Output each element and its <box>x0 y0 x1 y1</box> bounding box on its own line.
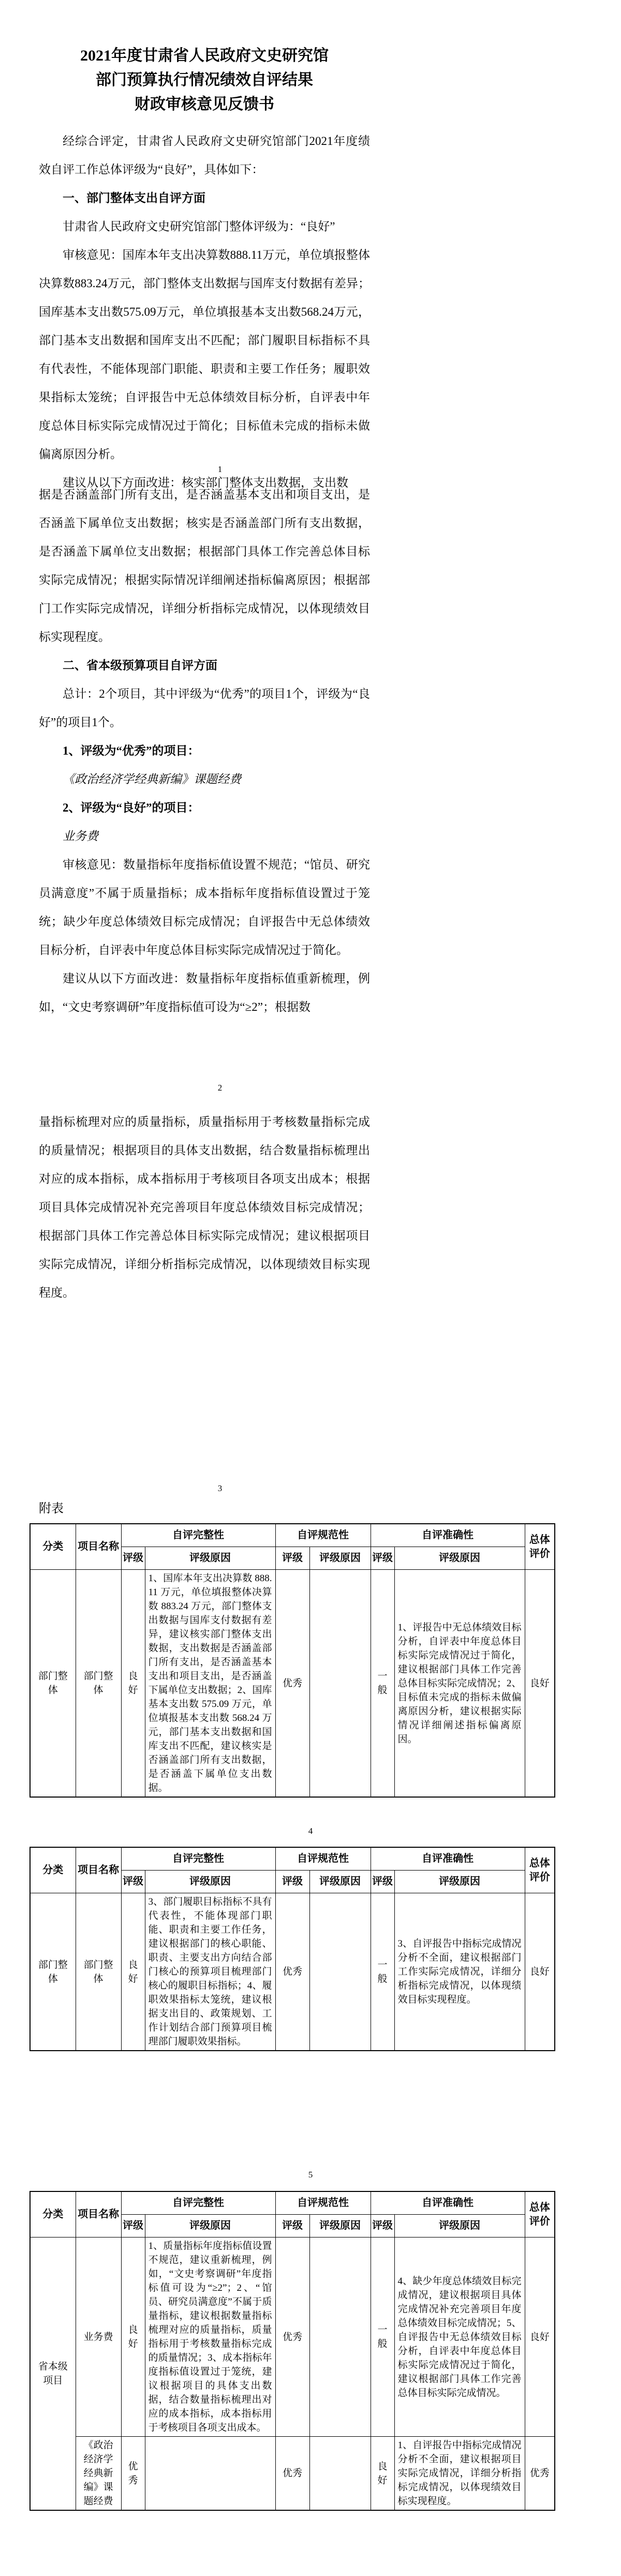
cell-standardization-rating: 优秀 <box>275 1893 309 2051</box>
review-table-2 <box>29 1847 555 2051</box>
page-number-5: 5 <box>308 2170 313 2180</box>
cell-accuracy-reason: 4、缺少年度总体绩效目标完成情况，建议根据项目具体完成情况补充完善项目年度总体绩效目标完成情况；5、自评报告中无总体绩效目标分析，自评表中年度总体目标实际完成情况过于简化，建议根据部门具体工作完善总体目标实际完成情况。 <box>394 2238 525 2437</box>
cell-standardization-rating: 优秀 <box>275 1570 309 1798</box>
cell-standardization-rating: 优秀 <box>275 2437 309 2511</box>
page-number-4: 4 <box>308 1826 313 1836</box>
subheader-completeness-rating: 评级 <box>121 2215 145 2238</box>
group-header-completeness: 自评完整性 <box>121 1847 275 1871</box>
subheader-accuracy-reason: 评级原因 <box>394 1547 525 1570</box>
title-line-1: 2021年度甘肃省人民政府文史研究馆 <box>80 47 329 64</box>
group-header-standardization: 自评规范性 <box>275 2191 371 2215</box>
cell-standardization-rating: 优秀 <box>275 2238 309 2437</box>
paragraph-project-suggestion-continued: 量指标梳理对应的质量指标，质量指标用于考核数量指标完成的质量情况；根据项目的具体支出数据，结合数量指标梳理出对应的成本指标，成本指标用于考核项目各项支出成本；根据项目具体完成情况补充完善项目年度总体绩效目标完成情况；根据部门具体工作完善总体目标实际完成情况；建议根据项目实际完成情况，详细分析指标完成情况，以体现绩效目标实现程度。 <box>39 1115 370 1299</box>
subheader-standardization-rating: 评级 <box>275 1547 309 1570</box>
cell-accuracy-rating: 一般 <box>371 2238 394 2437</box>
cell-overall-rating: 优秀 <box>525 2437 555 2511</box>
cell-standardization-reason <box>309 2437 371 2511</box>
cell-overall-rating: 良好 <box>525 1893 555 2051</box>
subheading-good-project: 2、评级为“良好”的项目： <box>63 801 200 814</box>
paragraph-project-total: 总计：2个项目，其中评级为“优秀”的项目1个，评级为“良好”的项目1个。 <box>39 687 370 729</box>
cell-completeness-rating: 良好 <box>121 2238 145 2437</box>
cell-completeness-rating: 优秀 <box>121 2437 145 2511</box>
subheader-accuracy-reason: 评级原因 <box>394 1871 525 1893</box>
cell-category: 省本级项目 <box>30 2238 76 2511</box>
cell-accuracy-reason: 1、自评报告中指标完成情况分析不全面，建议根据项目实际完成情况，详细分析指标完成情况，以体现绩效目标实现程度。 <box>394 2437 525 2511</box>
subheader-completeness-reason: 评级原因 <box>145 1547 275 1570</box>
title-line-3: 财政审核意见反馈书 <box>135 96 274 113</box>
col-header-overall: 总体评价 <box>525 1847 555 1893</box>
col-header-project: 项目名称 <box>76 1847 121 1893</box>
table-row <box>30 1570 555 1798</box>
subheader-completeness-rating: 评级 <box>121 1547 145 1570</box>
group-header-accuracy: 自评准确性 <box>371 1847 525 1871</box>
paragraph-suggestion-start: 建议从以下方面改进：核实部门整体支出数据，支出数 <box>63 476 348 489</box>
page-2-text <box>39 480 370 1021</box>
col-header-overall: 总体评价 <box>525 2191 555 2238</box>
subheader-accuracy-reason: 评级原因 <box>394 2215 525 2238</box>
cell-accuracy-rating: 一般 <box>371 1893 394 2051</box>
table-row <box>30 1893 555 2051</box>
table-row <box>30 2238 555 2437</box>
cell-overall-rating: 良好 <box>525 2238 555 2437</box>
group-header-standardization: 自评规范性 <box>275 1847 371 1871</box>
paragraph-suggestion-continued: 据是否涵盖部门所有支出，是否涵盖基本支出和项目支出，是否涵盖下属单位支出数据；核实是否涵盖部门所有支出数据，是否涵盖下属单位支出数据；根据部门具体工作完善总体目标实际完成情况；根据实际情况详细阐述指标偏离原因；根据部门工作实际完成情况，详细分析指标完成情况，以体现绩效目标实现程度。 <box>39 488 370 643</box>
cell-accuracy-reason: 3、自评报告中指标完成情况分析不全面，建议根据部门工作实际完成情况，详细分析指标完成情况，以体现绩效目标实现程度。 <box>394 1893 525 2051</box>
subheader-accuracy-rating: 评级 <box>371 2215 394 2238</box>
subheader-completeness-rating: 评级 <box>121 1871 145 1893</box>
cell-overall-rating: 良好 <box>525 1570 555 1798</box>
cell-completeness-reason: 1、质量指标年度指标值设置不规范，建议重新梳理，例如，“文史考察调研”年度指标值可设为“≥2”；2、“馆员、研究员满意度”不属于质量指标，建议根据数量指标梳理对应的质量指标，质量指标用于考核数量指标完成的质量情况；3、成本指标年度指标值设置过于笼统，建议根据项目的具体支出数据，结合数量指标梳理出对应的成本指标，成本指标用于考核项目各项支出成本。 <box>145 2238 275 2437</box>
cell-standardization-reason <box>309 2238 371 2437</box>
cell-project: 业务费 <box>76 2238 121 2437</box>
col-header-category: 分类 <box>30 2191 76 2238</box>
group-header-completeness: 自评完整性 <box>121 1524 275 1547</box>
cell-completeness-reason: 1、国库本年支出决算数 888.11 万元，单位填报整体决算数 883.24 万元，部门整体支出数据与国库支付数据有差异，建议核实部门整体支出数据，支出数据是否涵盖部门所有支出，是否涵盖基本支出和项目支出，是否涵盖下属单位支出数据；2、国库基本支出数 575.09 万元，单位填报基本支出数 568.24 万元，部门基本支出数据和国库支出不匹配，建议核实是否涵盖部门所有支出数据，是否涵盖下属单位支出数据。 <box>145 1570 275 1798</box>
page-number-2: 2 <box>217 1083 223 1093</box>
document-title <box>39 43 370 116</box>
table-row <box>30 2437 555 2511</box>
attachment-label: 附表 <box>39 1502 64 1515</box>
cell-project: 部门整体 <box>76 1570 121 1798</box>
cell-accuracy-reason: 1、评报告中无总体绩效目标分析，自评表中年度总体目标实际完成情况过于简化，建议根据部门具体工作完善总体目标实际完成情况；2、目标值未完成的指标未做偏离原因分析，建议根据实际情况详细阐述指标偏离原因。 <box>394 1570 525 1798</box>
col-header-overall: 总体评价 <box>525 1524 555 1570</box>
page-number-3: 3 <box>217 1483 223 1493</box>
cell-category: 部门整体 <box>30 1570 76 1798</box>
cell-completeness-rating: 良好 <box>121 1570 145 1798</box>
paragraph-summary: 经综合评定，甘肃省人民政府文史研究馆部门2021年度绩效自评工作总体评级为“良好”，具体如下： <box>39 135 370 176</box>
cell-standardization-reason <box>309 1570 371 1798</box>
group-header-accuracy: 自评准确性 <box>371 1524 525 1547</box>
subheader-standardization-reason: 评级原因 <box>309 1547 371 1570</box>
review-table-3 <box>29 2191 555 2511</box>
subheading-excellent-project: 1、评级为“优秀”的项目： <box>63 744 200 757</box>
col-header-category: 分类 <box>30 1847 76 1893</box>
title-line-2: 部门预算执行情况绩效自评结果 <box>96 71 313 89</box>
subheader-completeness-reason: 评级原因 <box>145 2215 275 2238</box>
paragraph-overall-rating: 甘肃省人民政府文史研究馆部门整体评级为：“良好” <box>63 220 335 233</box>
subheader-accuracy-rating: 评级 <box>371 1871 394 1893</box>
group-header-standardization: 自评规范性 <box>275 1524 371 1547</box>
paragraph-review-opinion: 审核意见：国库本年支出决算数888.11万元，单位填报整体决算数883.24万元，部门整体支出数据与国库支付数据有差异；国库基本支出数575.09万元，单位填报基本支出数568.24万元，部门基本支出数据和国库支出不匹配；部门履职目标指标不具有代表性，不能体现部门职能、职责和主要工作任务；履职效果指标太笼统；自评报告中无总体绩效目标分析，自评表中年度总体目标实际完成情况过于简化；目标值未完成的指标未做偏离原因分析。 <box>39 248 370 461</box>
cell-completeness-rating: 良好 <box>121 1893 145 2051</box>
section-heading-provincial-projects: 二、省本级预算项目自评方面 <box>63 658 217 672</box>
col-header-category: 分类 <box>30 1524 76 1570</box>
paragraph-project-suggestion-start: 建议从以下方面改进：数量指标年度指标值重新梳理，例如，“文史考察调研”年度指标值可设为“≥2”；根据数 <box>39 972 370 1013</box>
cell-project: 《政治经济学经典新编》课题经费 <box>76 2437 121 2511</box>
review-table-1 <box>29 1523 555 1798</box>
cell-accuracy-rating: 良好 <box>371 2437 394 2511</box>
cell-completeness-reason <box>145 2437 275 2511</box>
subheader-accuracy-rating: 评级 <box>371 1547 394 1570</box>
paragraph-project-review-opinion: 审核意见：数量指标年度指标值设置不规范；“馆员、研究员满意度”不属于质量指标；成本指标年度指标值设置过于笼统；缺少年度总体绩效目标完成情况；自评报告中无总体绩效目标分析，自评表中年度总体目标实际完成情况过于简化。 <box>39 858 370 956</box>
page-1-text <box>39 127 370 497</box>
subheader-standardization-rating: 评级 <box>275 2215 309 2238</box>
cell-accuracy-rating: 一般 <box>371 1570 394 1798</box>
page-number-1: 1 <box>217 464 223 474</box>
subheader-standardization-rating: 评级 <box>275 1871 309 1893</box>
cell-completeness-reason: 3、部门履职目标指标不具有代表性，不能体现部门职能、职责和主要工作任务，建议根据部门的核心职能、职责、主要支出方向结合部门核心的预算项目梳理部门核心的履职目标指标；4、履职效果指标太笼统，建议根据支出目的、政策规划、工作计划结合部门预算项目梳理部门履职效果指标。 <box>145 1893 275 2051</box>
subheader-standardization-reason: 评级原因 <box>309 2215 371 2238</box>
group-header-completeness: 自评完整性 <box>121 2191 275 2215</box>
section-heading-department-overall: 一、部门整体支出自评方面 <box>63 191 205 204</box>
page-3-text <box>39 1108 370 1307</box>
subheader-standardization-reason: 评级原因 <box>309 1871 371 1893</box>
col-header-project: 项目名称 <box>76 2191 121 2238</box>
subheader-completeness-reason: 评级原因 <box>145 1871 275 1893</box>
project-name-business-fee: 业务费 <box>63 830 98 843</box>
project-name-classic-compilation: 《政治经济学经典新编》课题经费 <box>63 773 241 786</box>
col-header-project: 项目名称 <box>76 1524 121 1570</box>
group-header-accuracy: 自评准确性 <box>371 2191 525 2215</box>
cell-project: 部门整体 <box>76 1893 121 2051</box>
cell-category: 部门整体 <box>30 1893 76 2051</box>
cell-standardization-reason <box>309 1893 371 2051</box>
